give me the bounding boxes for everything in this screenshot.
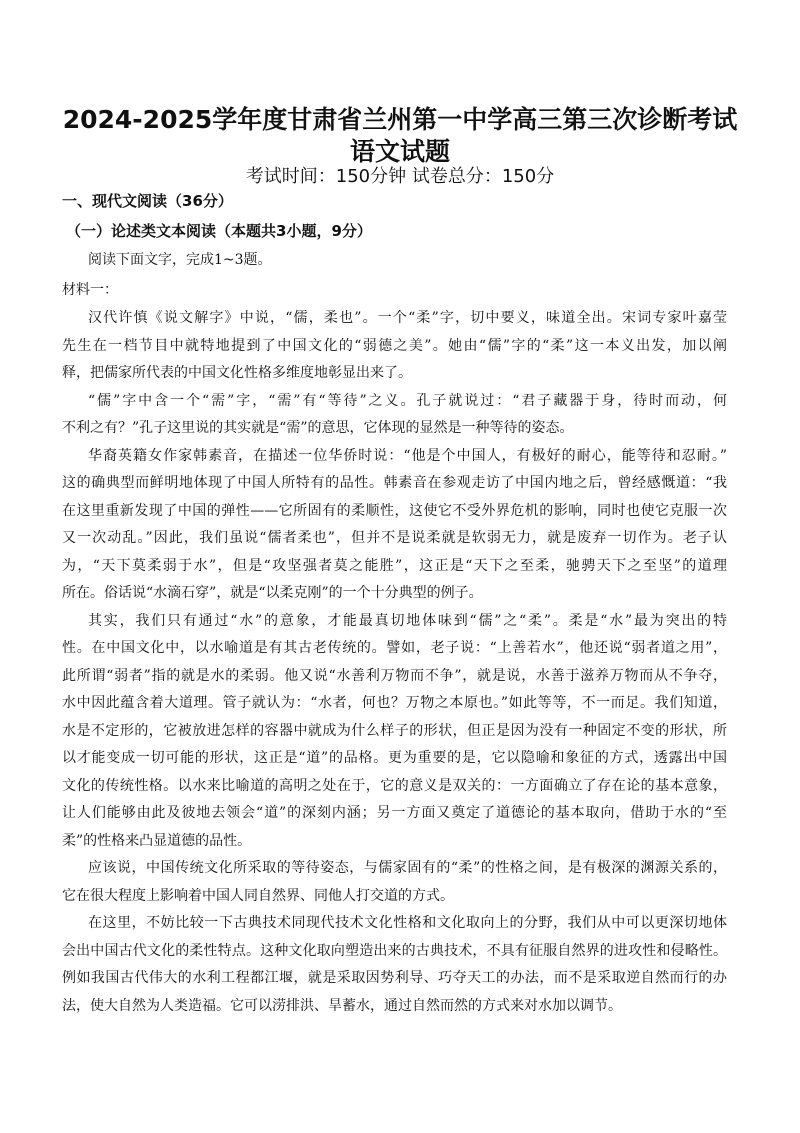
paragraph-line: 先生在一档节目中就特地提到了中国文化的“弱德之美”。她由“儒”字的“柔”这一本义出发，加以阐 <box>62 337 727 354</box>
paragraph-line: 让人们能够由此及彼地去领会“道”的深刻内涵；另一方面又奠定了道德论的基本取向，借助于水的“至 <box>62 805 727 821</box>
paragraph-line: 水中因此蕴含着大道理。管子就认为：“水者，何也？万物之本原也。”如此等等，不一而足。我们知道， <box>62 695 727 711</box>
paragraph <box>62 443 727 608</box>
subsection-heading: （一）论述类文本阅读（本题共3小题，9分） <box>66 222 372 240</box>
material-label: 材料一： <box>62 282 118 298</box>
paragraph-line: “儒”字中含一个“需”字，“需”有“等待”之义。孔子就说过：“君子藏器于身，待时而动，何 <box>88 392 727 409</box>
paragraph-line: 释，把儒家所代表的中国文化性格多维度地彰显出来了。 <box>62 365 412 381</box>
exam-info: 考试时间：150分钟 试卷总分：150分 <box>245 166 555 187</box>
paragraph-line: 又一次动乱。”因此，我们虽说“儒者柔也”，但并不是说柔就是软弱无力，就是废弃一切作为。老子认 <box>62 530 727 546</box>
paragraph-line: 此所谓“弱者”指的就是水的柔弱。他又说“水善利万物而不争”，就是说，水善于滋养万物而从不争夺， <box>62 667 727 684</box>
section-heading: 一、现代文阅读（36分） <box>62 192 233 210</box>
paragraph-line: 汉代许慎《说文解字》中说，“儒，柔也”。一个“柔”字，切中要义，味道全出。宋词专家叶嘉莹 <box>88 310 727 326</box>
paragraph-line: 文化的传统性格。以水来比喻道的高明之处在于，它的意义是双关的：一方面确立了存在论的基本意象， <box>62 777 727 794</box>
paragraph-line: 为，“天下莫柔弱于水”，但是“攻坚强者莫之能胜”，这正是“天下之至柔，驰骋天下之至坚”的道理 <box>62 557 727 574</box>
paragraph-line: 它在很大程度上影响着中国人同自然界、同他人打交道的方式。 <box>62 887 454 904</box>
paragraph <box>62 910 727 1020</box>
paragraph-line: 在这里，不妨比较一下古典技术同现代技术文化性格和文化取向上的分野，我们从中可以更深切地体 <box>88 915 727 931</box>
paragraph <box>62 608 727 856</box>
paragraph-line: 所在。俗话说“水滴石穿”，就是“以柔克刚”的一个十分典型的例子。 <box>62 585 483 601</box>
exam-title: 2024-2025学年度甘肃省兰州第一中学高三第三次诊断考试 <box>62 105 738 134</box>
paragraph-line: 这的确典型而鲜明地体现了中国人所特有的品性。韩素音在参观走访了中国内地之后，曾经感慨道：“我 <box>62 475 727 491</box>
paragraph-line: 柔”的性格来凸显道德的品性。 <box>62 832 252 849</box>
paragraph-line: 例如我国古代伟大的水利工程都江堰，就是采取因势利导、巧夺天工的办法，而不是采取逆自然而行的办 <box>62 970 727 986</box>
paragraph-line: 在这里重新发现了中国的弹性——它所固有的柔顺性，这使它不受外界危机的影响，同时也使它克服一次 <box>62 502 727 519</box>
paragraph <box>62 388 727 443</box>
paragraph <box>62 305 727 388</box>
paragraph-line: 性。在中国文化中，以水喻道是有其古老传统的。譬如，老子说：“上善若水”，他还说“弱者道之用”， <box>62 640 727 656</box>
paragraph-line: 以才能变成一切可能的形状，这正是“道”的品格。更为重要的是，它以隐喻和象征的方式，透露出中国 <box>62 750 727 766</box>
subject-title: 语文试题 <box>349 137 450 166</box>
paragraph-line: 会出中国古代文化的柔性特点。这种文化取向塑造出来的古典技术，不具有征服自然界的进攻性和侵略性。 <box>62 942 727 959</box>
paragraph-line: 水是不定形的，它被放进怎样的容器中就成为什么样子的形状，但正是因为没有一种固定不变的形状，所 <box>62 722 727 739</box>
paragraph <box>62 855 727 910</box>
instruction-text: 阅读下面文字，完成1~3题。 <box>88 252 272 268</box>
paragraph-line: 华裔英籍女作家韩素音，在描述一位华侨时说：“他是个中国人，有极好的耐心，能等待和忍耐。” <box>88 447 727 464</box>
paragraph-line: 不利之有？”孔子这里说的其实就是“需”的意思，它体现的显然是一种等待的姿态。 <box>62 420 574 436</box>
paragraph-line: 法，使大自然为人类造福。它可以涝排洪、旱蓄水，通过自然而然的方式来对水加以调节。 <box>62 997 622 1014</box>
paragraph-line: 应该说，中国传统文化所采取的等待姿态，与儒家固有的“柔”的性格之间，是有极深的渊源关系的， <box>88 860 727 876</box>
paragraph-line: 其实，我们只有通过“水”的意象，才能最真切地体味到“儒”之“柔”。柔是“水”最为突出的特 <box>88 612 727 629</box>
article-body <box>62 305 727 1020</box>
